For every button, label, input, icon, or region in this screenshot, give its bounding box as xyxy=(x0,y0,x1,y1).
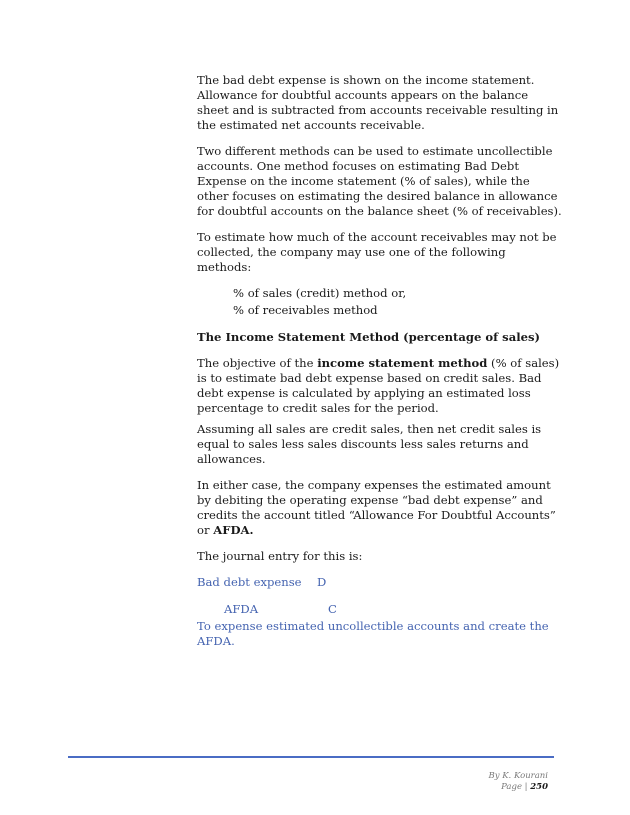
footer-page-number: 250 xyxy=(530,782,548,792)
journal-debit-marker: D xyxy=(317,575,327,589)
section-heading: The Income Statement Method (percentage of sales) xyxy=(197,330,541,344)
journal-entry xyxy=(197,575,562,649)
footer-divider xyxy=(68,756,554,758)
journal-intro: The journal entry for this is: xyxy=(197,549,363,563)
journal-debit-row xyxy=(197,575,562,590)
paragraph-either-case xyxy=(197,478,562,538)
journal-explanation: To expense estimated uncollectible accounts and create the AFDA. xyxy=(197,619,549,648)
paragraph-two-methods: Two different methods can be used to estimate uncollectible accounts. One method focuses on estimating Bad Debt Expense on the income statement (% of sales), while the other focuses on estimating the desired balance in allowance for doubtful accounts on the balance sheet (% of receivables). xyxy=(197,144,562,218)
footer-page-label: Page | xyxy=(501,782,531,792)
footer-page xyxy=(488,782,548,793)
journal-credit-row xyxy=(197,602,562,617)
method-item-receivables: % of receivables method xyxy=(233,303,378,317)
journal-credit-account: AFDA xyxy=(224,602,259,616)
objective-text-start: The objective of the xyxy=(197,356,318,370)
objective-bold-term: income statement method xyxy=(317,356,488,370)
footer-author: By K. Kourani xyxy=(488,771,548,781)
paragraph-credit-sales: Assuming all sales are credit sales, then net credit sales is equal to sales less sales discounts less sales returns and allowances. xyxy=(197,422,542,466)
method-item-sales: % of sales (credit) method or, xyxy=(233,286,407,300)
document-body xyxy=(197,73,562,649)
afda-bold-term: AFDA. xyxy=(213,523,254,537)
page-footer xyxy=(488,771,548,793)
paragraph-estimate-methods: To estimate how much of the account receivables may not be collected, the company may use one of the following methods: xyxy=(197,230,557,274)
methods-list xyxy=(197,286,562,318)
journal-debit-account: Bad debt expense xyxy=(197,575,302,589)
objective-text-end: (% of sales) is to estimate bad debt expense based on credit sales. Bad debt expense is calculated by applying an estimated loss percentage to credit sales for the period. xyxy=(197,356,560,415)
paragraph-objective xyxy=(197,356,562,416)
paragraph-bad-debt-intro: The bad debt expense is shown on the income statement. Allowance for doubtful accounts appears on the balance sheet and is subtracted from accounts receivable resulting in the estimated net accounts receivable. xyxy=(197,73,559,132)
either-case-text: In either case, the company expenses the estimated amount by debiting the operating expense “bad debt expense” and credits the account titled “Allowance For Doubtful Accounts” or xyxy=(197,478,556,537)
journal-credit-marker: C xyxy=(328,602,337,616)
